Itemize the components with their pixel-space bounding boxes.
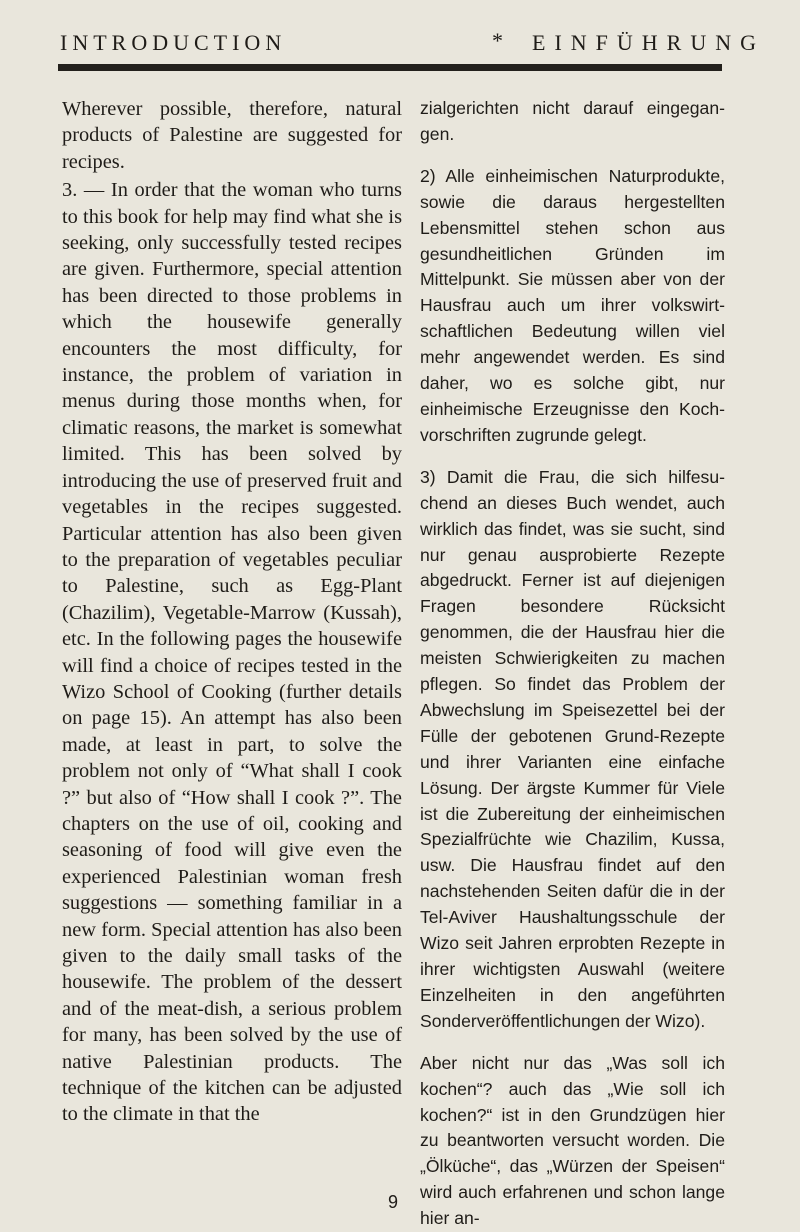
german-column bbox=[420, 96, 725, 1232]
english-paragraph-1: Wherever possible, therefore, natural products of Palestine are suggested for recipes. bbox=[62, 98, 402, 173]
header-english-title: INTRODUCTION bbox=[60, 30, 287, 55]
header-rule bbox=[58, 64, 722, 71]
running-header bbox=[60, 28, 765, 60]
english-column bbox=[62, 96, 402, 1128]
header-german-title: EINFÜHRUNG bbox=[532, 30, 765, 55]
english-paragraph-2: 3. — In order that the woman who turns to this book for help may find what she is seeking, only successfully tested recipes are given. Furthermore, special attention has been directed to those problems in which the housewife generally encounters the most difficulty, for instance, the problem of variation in menus during those months when, for climatic reasons, the market is somewhat limited. This has been solved by introducing the use of preserved fruit and vegetables in the recipes suggested. Particular attention has also been given to the preparation of vegetables peculiar to Palestine, such as Egg-Plant (Chazilim), Vegetable-Marrow (Kussah), etc. In the following pages the housewife will find a choice of recipes tested in the Wizo School of Cooking (further details on page 15). An attempt has also been made, at least in part, to solve the problem not only of “What shall I cook ?” but also of “How shall I cook ?”. The chapters on the use of oil, cooking and seasoning of food will give even the experienced Palestinian woman fresh suggestions — something familiar in a new form. Special attention has also been given to the daily small tasks of the housewife. The problem of the dessert and of the meat-dish, a serious problem for many, has been solved by the use of native Palestinian products. The technique of the kitchen can be adjusted to the climate in that the bbox=[62, 179, 402, 1126]
german-paragraph-0: zialgerichten nicht darauf eingegangen. bbox=[420, 98, 725, 144]
header-separator-star: * bbox=[492, 28, 503, 53]
page-number: 9 bbox=[388, 1192, 399, 1212]
german-paragraph-2: 3) Damit die Frau, die sich hilfesuchend an dieses Buch wendet, auch wirklich das findet, was sie sucht, sind nur genau ausprobierte Rezepte abgedruckt. Ferner ist auf diejenigen Fragen besondere Rücksicht genommen, die der Hausfrau hier die meisten Schwierigkeiten zu machen pflegen. So findet das Problem der Abwechslung im Speisezettel bei der Fülle der gebotenen Grund-Rezepte und ihrer Varianten eine einfache Lösung. Der ärgste Kummer für Viele ist die Zubereitung der einheimischen Spezialfrüchte wie Chazilim, Kussa, usw. Die Hausfrau findet auf den nachstehenden Seiten dafür die in der Tel-Aviver Haushaltungsschule der Wizo seit Jahren erprobten Rezepte in ihrer wichtigsten Auswahl (weitere Einzelheiten in den angeführten Sonderveröffentlichungen der Wizo). bbox=[420, 466, 725, 1031]
german-paragraph-3: Aber nicht nur das „Was soll ich kochen“? auch das „Wie soll ich kochen?“ ist in den Grundzügen hier zu beantworten versucht worden. Die „Ölküche“, das „Würzen der Speisen“ wird auch erfahrenen und schon lange hier an- bbox=[420, 1052, 725, 1229]
german-paragraph-1: 2) Alle einheimischen Naturprodukte, sowie die daraus hergestellten Lebensmittel stehen schon aus gesundheitlichen Gründen im Mittelpunkt. Sie müssen aber von der Hausfrau auch um ihrer volkswirtschaftlichen Bedeutung willen viel mehr angewendet werden. Es sind daher, wo es solche gibt, nur einheimische Erzeugnisse den Kochvorschriften zugrunde gelegt. bbox=[420, 165, 725, 445]
